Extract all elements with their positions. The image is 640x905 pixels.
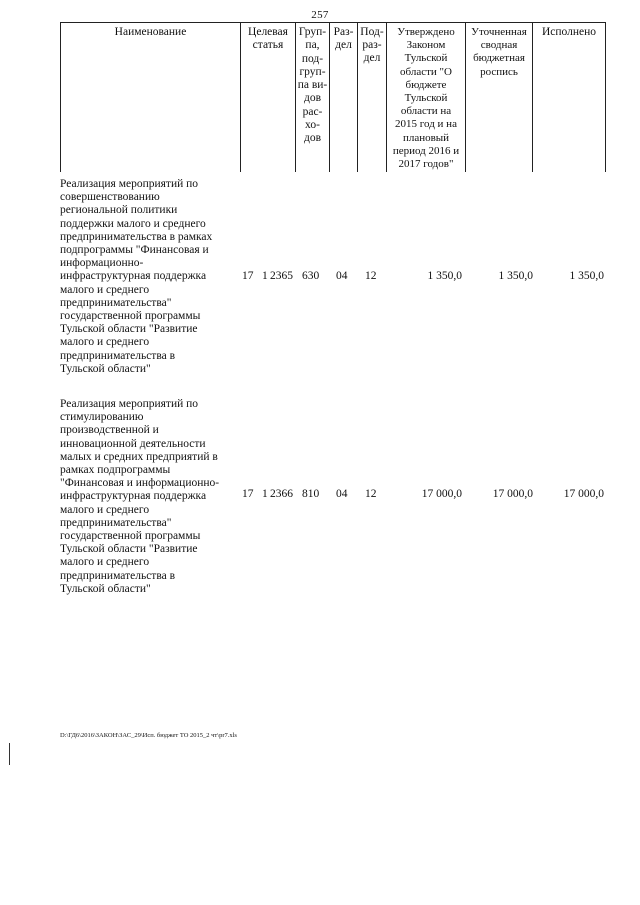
col-divider [532,22,533,172]
executed-value: 17 000,0 [563,488,604,500]
col-divider [60,22,61,172]
header-section: Раз- дел [333,26,354,52]
target-article-code-a: 17 [242,488,254,500]
header-name: Наименование [114,26,187,38]
expense-group-value: 630 [302,270,320,282]
executed-value: 1 350,0 [569,270,604,282]
header-expense-group: Груп- па, под- груп- па ви- дов рас- хо- дов [297,26,328,145]
table-row [0,398,640,598]
target-article-code-c: 2365 [270,270,293,282]
table-row [0,178,640,378]
table-header [0,0,640,180]
section-value: 04 [336,270,348,282]
row-name: Реализация мероприятий по стимулированию производственной и инновационной деятельности малых и средних предприятий в рамках подпрограммы "Финансовая и информационно- инфраструктурная поддержка малого и среднего предпринимательства" государственной программы Тульской области "Развитие малого и среднего предпринимательства в Тульской области" [60,398,220,595]
row-name: Реализация мероприятий по совершенствованию региональной политики поддержки малого и среднего предпринимательства в рамках подпрограммы "Финансовая и информационно- инфраструктурная поддержка малого и среднего предпринимательства" государственной программы Тульской области "Развитие малого и среднего предпринимательства в Тульской области" [60,178,213,375]
subsection-value: 12 [365,270,377,282]
header-top-rule [60,22,606,23]
header-target-article: Целевая статья [248,26,288,52]
subsection-value: 12 [365,488,377,500]
expense-group-value: 810 [302,488,320,500]
header-executed: Исполнено [541,26,597,38]
col-divider [605,22,606,172]
target-article-code-b: 1 [262,270,268,282]
approved-value: 17 000,0 [421,488,462,500]
file-path-footer: D:\ГД6\2016\ЗАКОН\ЗАС_29\Исп. бюджет ТО 2015_2 чт\pr7.xls [60,732,237,739]
approved-value: 1 350,0 [427,270,462,282]
target-article-code-b: 1 [262,488,268,500]
target-article-code-a: 17 [242,270,254,282]
target-article-code-c: 2366 [270,488,293,500]
scan-margin-mark [9,743,10,765]
header-approved: Утверждено Законом Тульской области "О бюджете Тульской области на 2015 год и на плановый период 2016 и 2017 годов" [392,26,460,171]
page-number: 257 [311,9,329,21]
header-subsection: Под- раз- дел [360,26,384,65]
refined-value: 17 000,0 [492,488,533,500]
header-refined: Уточненная сводная бюджетная роспись [471,26,527,78]
section-value: 04 [336,488,348,500]
refined-value: 1 350,0 [498,270,533,282]
